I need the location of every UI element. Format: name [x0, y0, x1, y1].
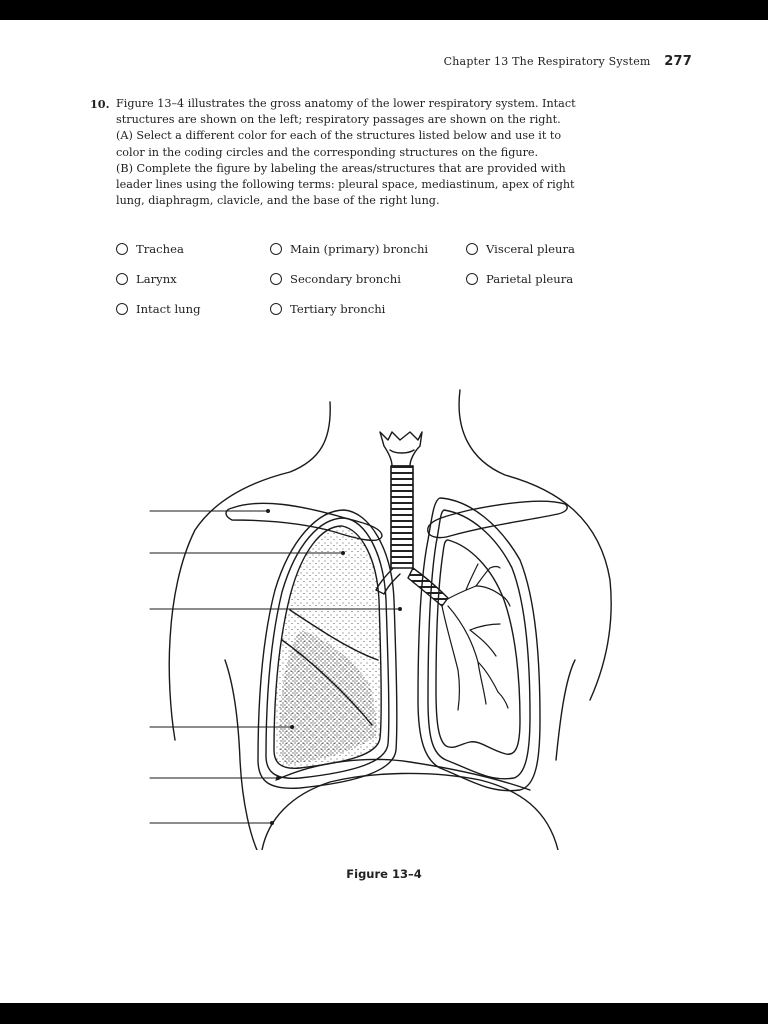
question-part-a: (A) Select a different color for each of the structures listed below and use it to color in the coding circles and the corresponding structures on the figure.	[116, 129, 562, 159]
running-head	[444, 54, 692, 69]
legend-item-larynx[interactable]	[116, 272, 177, 286]
legend-label: Main (primary) bronchi	[290, 242, 429, 256]
trachea	[391, 466, 413, 568]
tertiary-bronchus	[458, 670, 460, 710]
tertiary-bronchus	[498, 692, 508, 708]
coding-circle[interactable]	[116, 303, 128, 315]
respiratory-system-figure	[140, 370, 620, 850]
arm-outline-left	[225, 660, 262, 850]
secondary-bronchus-upper	[446, 586, 476, 600]
legend-item-secondary-bronchi[interactable]	[270, 272, 401, 286]
chapter-title: Chapter 13 The Respiratory System	[443, 55, 651, 68]
tertiary-bronchus	[470, 624, 500, 630]
question-intro: Figure 13–4 illustrates the gross anatomy of the lower respiratory system. Intact structures are shown on the left; respiratory passages are shown on the right.	[116, 97, 576, 127]
bronchial-tree	[442, 564, 510, 710]
tertiary-bronchus	[490, 567, 500, 569]
page-number: 277	[664, 54, 692, 69]
legend-label: Secondary bronchi	[290, 272, 401, 286]
main-bronchus-right	[408, 568, 448, 606]
tertiary-bronchus	[476, 568, 490, 586]
coding-circle[interactable]	[270, 273, 282, 285]
workbook-page	[0, 20, 768, 1003]
coding-circle[interactable]	[116, 243, 128, 255]
coding-circle[interactable]	[466, 273, 478, 285]
legend-item-tertiary-bronchi[interactable]	[270, 302, 385, 316]
clavicle-left	[226, 503, 382, 540]
legend-label: Trachea	[136, 242, 184, 256]
legend-label: Intact lung	[136, 302, 201, 316]
legend-item-parietal-pleura[interactable]	[466, 272, 573, 286]
tertiary-bronchus	[470, 630, 496, 656]
legend-label: Visceral pleura	[486, 242, 575, 256]
secondary-bronchus-lower	[448, 606, 478, 662]
larynx	[380, 432, 422, 466]
legend-item-intact-lung[interactable]	[116, 302, 201, 316]
lung-outline-right	[436, 540, 520, 754]
legend-label: Larynx	[136, 272, 177, 286]
coding-circle[interactable]	[270, 243, 282, 255]
larynx-cartilage	[390, 450, 414, 453]
tertiary-bronchus	[478, 662, 486, 704]
figure-caption: Figure 13–4	[346, 867, 422, 881]
legend-label: Tertiary bronchi	[290, 302, 386, 316]
question-part-b: (B) Complete the figure by labeling the areas/structures that are provided with leader lines using the following terms: pleural space, mediastinum, apex of right lung, diaphragm, clavicle, and the base of the right lung.	[116, 161, 575, 208]
coding-circle[interactable]	[466, 243, 478, 255]
legend-item-main-bronchi[interactable]	[270, 242, 428, 256]
main-bronchus-left	[376, 568, 400, 594]
body-outline-right	[459, 390, 611, 700]
legend-item-trachea[interactable]	[116, 242, 184, 256]
coding-circle[interactable]	[116, 273, 128, 285]
arm-outline-right	[556, 660, 575, 760]
question-10	[90, 96, 590, 209]
legend-item-visceral-pleura[interactable]	[466, 242, 575, 256]
coding-circle[interactable]	[270, 303, 282, 315]
question-number: 10.	[90, 97, 110, 111]
clavicle-right	[428, 501, 567, 537]
legend-label: Parietal pleura	[486, 272, 574, 286]
